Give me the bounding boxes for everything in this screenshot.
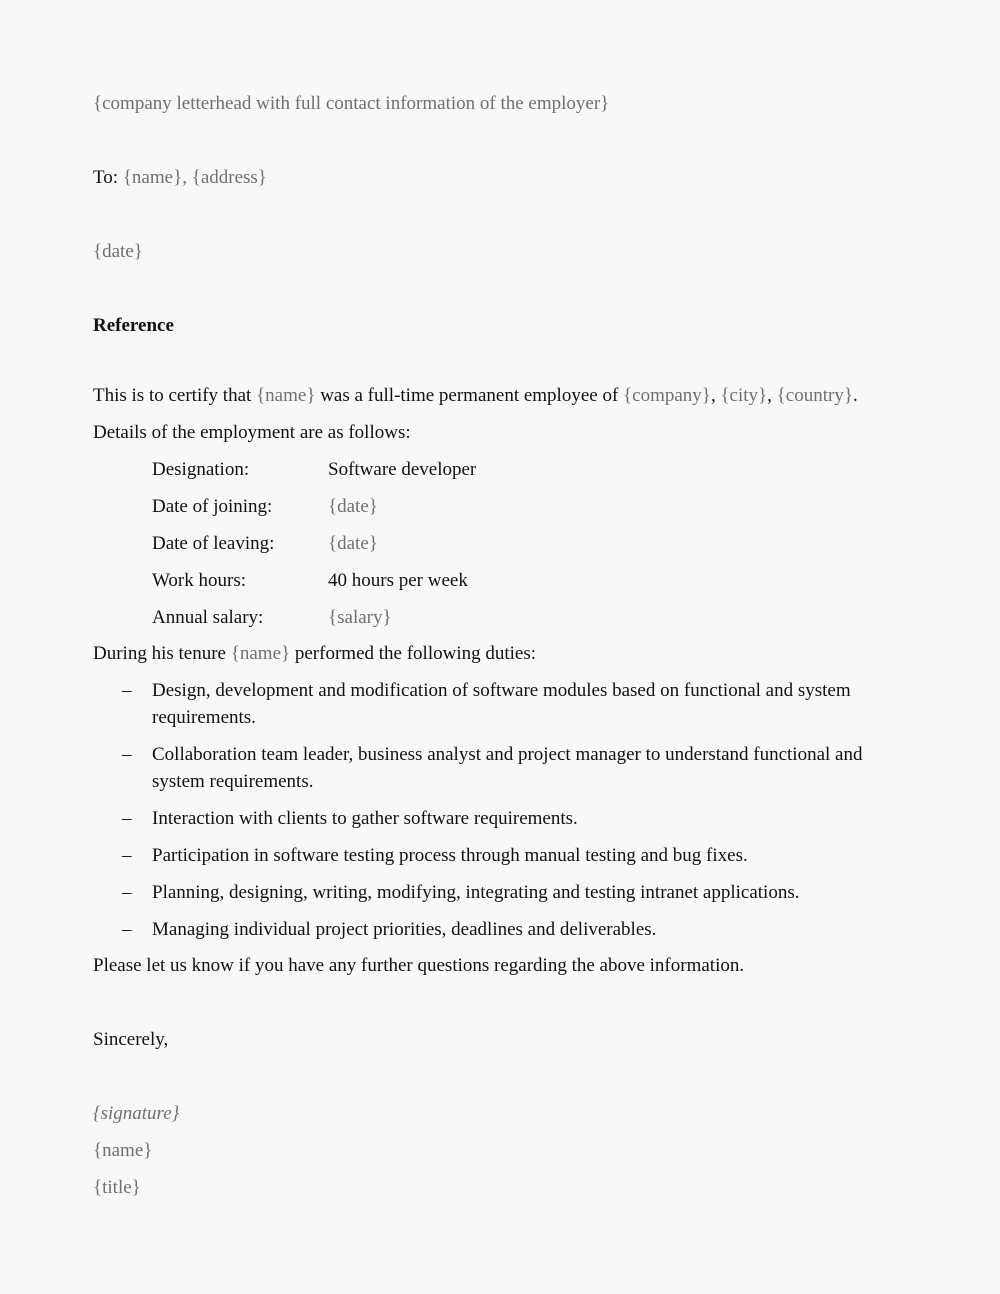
- letterhead-placeholder: {company letterhead with full contact information of the employer}: [93, 93, 610, 114]
- tenure-text-1: During his tenure: [93, 643, 226, 664]
- details-intro: Details of the employment are as follows:: [93, 422, 411, 443]
- recipient-name: {name}: [122, 167, 183, 188]
- details-label: Designation:: [152, 459, 250, 480]
- duty-text: Managing individual project priorities, deadlines and deliverables.: [152, 919, 657, 940]
- certify-country: {country}: [776, 385, 853, 406]
- tenure-text-2: performed the following duties:: [294, 643, 537, 664]
- letter-heading: Reference: [93, 315, 174, 336]
- details-label: Work hours:: [152, 570, 246, 591]
- duty-text: Design, development and modification of software modules based on functional and system requirements.: [152, 680, 851, 728]
- duty-text: Collaboration team leader, business analyst and project manager to understand functional and system requirements.: [152, 744, 863, 792]
- recipient-line: [93, 166, 267, 190]
- certify-sentence: [93, 384, 858, 408]
- duty-text: Participation in software testing process through manual testing and bug fixes.: [152, 845, 748, 866]
- closing-note: Please let us know if you have any further questions regarding the above information.: [93, 955, 745, 976]
- duty-bullet: –: [122, 808, 132, 829]
- certify-separator-1: ,: [710, 385, 716, 406]
- certify-text-2: was a full-time permanent employee of: [320, 385, 619, 406]
- certify-city: {city}: [720, 385, 768, 406]
- to-label: To:: [93, 167, 119, 188]
- duty-bullet: –: [122, 845, 132, 866]
- tenure-sentence: [93, 642, 536, 666]
- details-label: Date of joining:: [152, 496, 273, 517]
- duty-text: Interaction with clients to gather software requirements.: [152, 808, 578, 829]
- certify-separator-2: ,: [767, 385, 772, 406]
- details-value: Software developer: [328, 459, 477, 480]
- recipient-address: {address}: [191, 167, 267, 188]
- signature-placeholder: {signature}: [93, 1103, 180, 1124]
- duty-bullet: –: [122, 680, 132, 701]
- certify-company: {company}: [623, 385, 711, 406]
- details-value: {salary}: [328, 607, 392, 628]
- signer-name: {name}: [93, 1140, 153, 1161]
- details-value: {date}: [328, 496, 378, 517]
- certify-end: .: [852, 385, 858, 406]
- signer-title: {title}: [93, 1177, 141, 1198]
- sign-off: Sincerely,: [93, 1029, 169, 1050]
- details-value: {date}: [328, 533, 378, 554]
- duty-bullet: –: [122, 882, 132, 903]
- details-value: 40 hours per week: [328, 570, 468, 591]
- duty-text: Planning, designing, writing, modifying, integrating and testing intranet applications.: [152, 882, 800, 903]
- details-label: Date of leaving:: [152, 533, 275, 554]
- duty-bullet: –: [122, 744, 132, 765]
- certify-employee-name: {name}: [256, 385, 316, 406]
- tenure-employee-name: {name}: [230, 643, 291, 664]
- certify-text-1: This is to certify that: [93, 385, 252, 406]
- recipient-separator: ,: [182, 167, 187, 188]
- duty-bullet: –: [122, 919, 132, 940]
- details-label: Annual salary:: [152, 607, 264, 628]
- letter-date: {date}: [93, 241, 143, 262]
